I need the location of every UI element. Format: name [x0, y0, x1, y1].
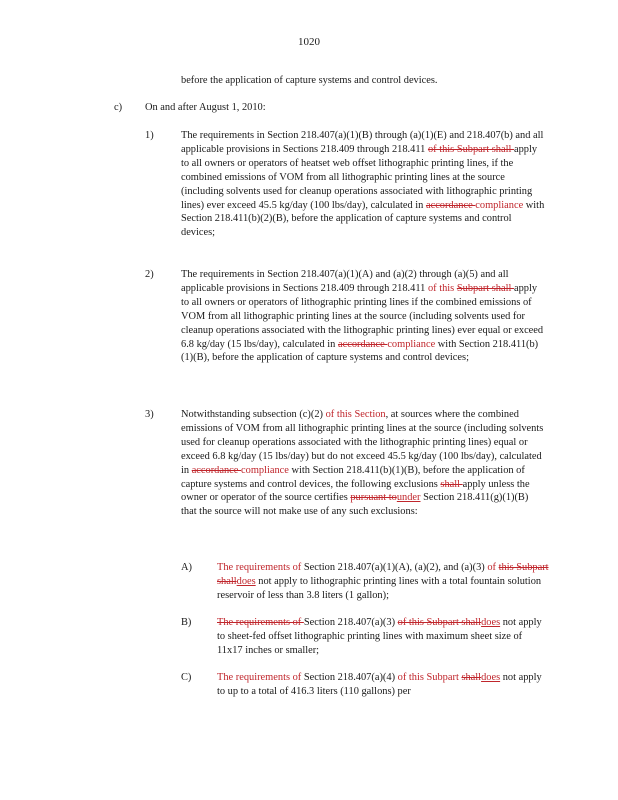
item-3-text-3: with Section 218.411(b)(1)(B), before the application of capture systems and control devices, the following exclusions — [181, 464, 525, 490]
item-a-text-1: Section 218.407(a)(1)(A), (a)(2), and (a)(3) — [301, 562, 488, 573]
item-3-insertion-2: compliance — [241, 464, 289, 476]
item-b-deletion-2: of this Subpart shall — [397, 617, 482, 628]
item-1-label: 1) — [145, 130, 154, 141]
item-2-deletion-2: accordance — [337, 338, 388, 350]
intro-text: before the application of capture systems and control devices. — [181, 75, 438, 86]
item-b-label: B) — [181, 617, 192, 628]
item-b-deletion-1: The requirements of — [217, 617, 304, 628]
subsection-c-label: c) — [114, 102, 123, 113]
item-a-deletion-1: this Subpart shall — [217, 562, 549, 587]
item-2-text-1: The requirements in Section 218.407(a)(1)(A) and (a)(2) through (a)(5) and all applicable provisions in Sections 218.409 through 218.411 — [181, 269, 509, 294]
item-b-text-1: Section 218.407(a)(3) — [303, 617, 398, 628]
item-3-paragraph — [181, 408, 545, 519]
item-3-insertion-1: of this Section — [325, 409, 386, 420]
item-3-deletion-1: accordance — [191, 464, 242, 476]
item-c-insertion-1: The requirements of — [217, 672, 302, 683]
item-3-text-5: Section 218.411(g)(1)(B) that the source will not make use of any such exclusions: — [181, 492, 529, 518]
item-1-paragraph — [181, 129, 545, 240]
item-1-insertion-1: compliance — [475, 199, 524, 211]
item-a-text-2: not apply to lithographic printing lines with a total fountain solution reservoir of less than 3.8 liters (1 gallon); — [217, 575, 542, 601]
item-a-insertion-3: does — [236, 575, 256, 587]
item-3-text-1: Notwithstanding subsection (c)(2) — [181, 409, 326, 420]
item-3-deletion-2: shall — [440, 478, 463, 490]
page-number: 1020 — [298, 36, 320, 48]
subsection-c-heading: On and after August 1, 2010: — [145, 102, 266, 113]
item-c-paragraph — [217, 671, 549, 699]
item-c-text-1: Section 218.407(a)(4) — [301, 672, 398, 683]
item-a-insertion-1: The requirements of — [217, 562, 302, 573]
item-c-insertion-2: of this Subpart — [397, 672, 459, 683]
item-3-label: 3) — [145, 409, 154, 420]
item-a-paragraph — [217, 561, 549, 603]
item-2-text-2: apply to all owners or operators of lithographic printing lines if the combined emissions of VOM from all lithographic printing lines at the source (including solvents used for cleanup operations associated with the lithographic printing lines) ever equal or exceed 6.8 kg/day (15 lbs/day), calculated in — [181, 282, 544, 350]
item-1-text-1: The requirements in Section 218.407(a)(1)(B) through (a)(1)(E) and 218.407(b) and all applicable provisions in Sections 218.409 through 218.411 — [181, 130, 544, 155]
item-c-insertion-3: does — [481, 672, 501, 683]
item-c-deletion-1: shall — [461, 672, 482, 683]
item-b-text-2: not apply to sheet-fed offset lithographic printing lines with maximum sheet size of 11x17 inches or smaller; — [217, 617, 542, 656]
item-2-insertion-2: compliance — [387, 338, 436, 350]
item-1-deletion-2: accordance — [425, 199, 476, 211]
item-2-paragraph — [181, 268, 545, 365]
item-1-text-3: with Section 218.411(b)(2)(B), before the application of capture systems and control devices; — [181, 199, 545, 239]
item-b-insertion-1: does — [481, 617, 501, 628]
item-a-label: A) — [181, 562, 192, 573]
item-1-deletion-1: of this Subpart shall — [427, 143, 514, 155]
item-a-insertion-2: of — [487, 562, 496, 573]
item-3-insertion-3: under — [396, 492, 421, 504]
item-3-text-4: apply unless the owner or operator of the source certifies — [181, 478, 530, 504]
item-2-insertion-1: of this — [427, 282, 455, 294]
item-3-text-2: , at sources where the combined emissions of VOM from all lithographic printing lines at the source (including solvents used for cleanup operations associated with the lithographic printing lines) equal or exceed 6.8 kg/day (15 lbs/day) but do not exceed 45.5 kg/day (100 lbs/day), calculated in — [181, 409, 544, 476]
item-2-text-3: with Section 218.411(b)(1)(B), before the application of capture systems and control devices; — [181, 338, 539, 364]
item-c-text-2: not apply to up to a total of 416.3 liters (110 gallons) per — [217, 672, 542, 697]
item-1-text-2: apply to all owners or operators of heatset web offset lithographic printing lines, if the combined emissions of VOM from all lithographic printing lines at the source (including solvents used for cleanup operations associated with lithographic printing lines) ever exceed 45.5 kg/day (100 lbs/day), calculated in — [181, 143, 538, 211]
item-b-paragraph — [217, 616, 549, 658]
item-c-label: C) — [181, 672, 192, 683]
item-2-label: 2) — [145, 269, 154, 280]
item-2-deletion-1: Subpart shall — [456, 282, 514, 294]
item-3-deletion-3: pursuant to — [350, 492, 397, 504]
